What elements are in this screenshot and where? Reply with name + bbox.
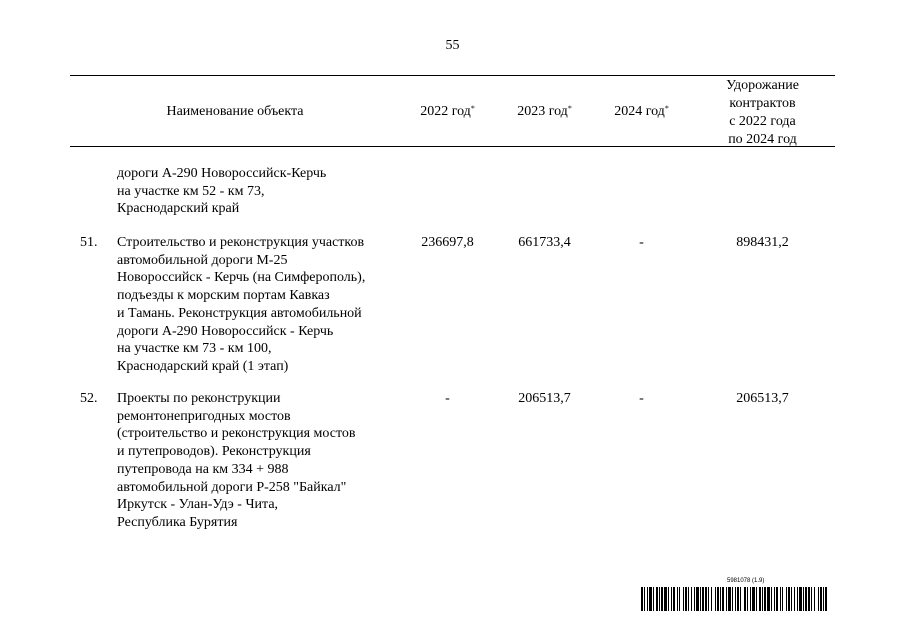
row-value-2023: 661733,4: [518, 235, 571, 250]
row-value-total: 206513,7: [736, 391, 789, 406]
header-2024-label: 2024 год: [614, 104, 665, 119]
row-object-name: Проекты по реконструкции ремонтонепригодных мостов (строительство и реконструкция мостов и путепроводов). Реконструкция путепровода на км 334 + 988 автомобильной дороги Р-258 "Байкал" Иркутск - Улан-Удэ - Чита, Республика Бурятия: [117, 391, 356, 530]
row-value-2022: 236697,8: [421, 235, 474, 250]
header-2022-label: 2022 год: [420, 104, 471, 119]
header-2023: [497, 103, 592, 121]
header-increase: Удорожание контрактов с 2022 года по 2024 год: [726, 78, 799, 147]
footnote-mark: *: [470, 104, 475, 113]
row-value-total: 898431,2: [736, 235, 789, 250]
row-number: 52.: [80, 391, 98, 406]
row-value-2024: -: [639, 235, 644, 250]
header-2023-label: 2023 год: [517, 104, 568, 119]
table-top-rule: [70, 75, 835, 76]
row-object-name: Строительство и реконструкция участков автомобильной дороги М-25 Новороссийск - Керчь (на Симферополь), подъезды к морским портам Кавказ и Тамань. Реконструкция автомобильной дороги А-290 Новороссийск - Керчь на участке км 73 - км 100, Краснодарский край (1 этап): [117, 235, 366, 374]
row-value-2023: 206513,7: [518, 391, 571, 406]
row-number: 51.: [80, 235, 98, 250]
barcode-image: [641, 587, 831, 611]
continuation-text: дороги А-290 Новороссийск-Керчь на участке км 52 - км 73, Краснодарский край: [117, 166, 327, 217]
footnote-mark: *: [567, 104, 572, 113]
row-value-2022: -: [445, 391, 450, 406]
row-value-2024: -: [639, 391, 644, 406]
barcode-label: 5981078 (1.9): [727, 578, 765, 584]
footnote-mark: *: [664, 104, 669, 113]
header-2024: [594, 103, 689, 121]
header-object-name: Наименование объекта: [166, 104, 304, 119]
header-2022: [400, 103, 495, 121]
page-number: 55: [445, 38, 460, 53]
